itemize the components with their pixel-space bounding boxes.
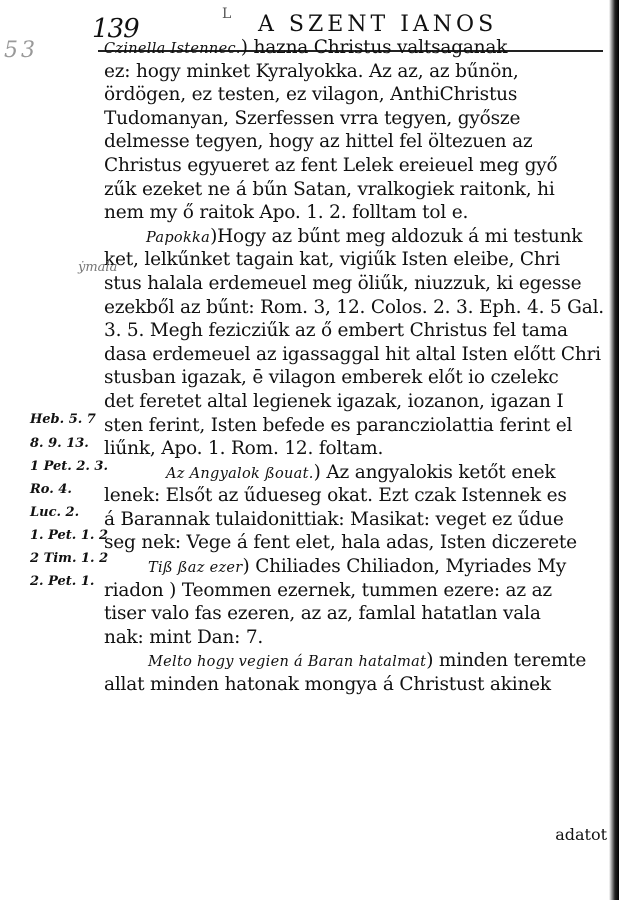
line-text: ) Az angyalokis ketőt enek (313, 461, 556, 483)
margin-reference: 2 Tim. 1. 2 (30, 551, 109, 566)
margin-reference: 8. 9. 13. (30, 436, 89, 451)
text-line (104, 555, 609, 579)
line-text: stus halala erdemeuel meg öliűk, niuzzuk, ki egesse (104, 272, 582, 294)
folio-sketch-mark: 53 (4, 38, 38, 63)
corner-mark: L (222, 6, 232, 22)
line-text: tiser valo fas ezeren, az az, famlal hatatlan vala (104, 603, 541, 625)
text-line (104, 83, 609, 107)
line-text: zűk ezeket ne á bűn Satan, vralkogiek raitonk, hi (104, 178, 555, 200)
line-text: riadon ) Teommen ezernek, tummen ezere: az az (104, 579, 552, 601)
margin-reference: Luc. 2. (30, 505, 80, 520)
lemma: Tiß ßaz ezer (148, 560, 243, 577)
page-edge-shadow (609, 0, 619, 900)
text-line (104, 579, 609, 603)
text-line (104, 343, 609, 367)
text-line (104, 649, 609, 673)
text-line (104, 154, 609, 178)
text-line (104, 366, 609, 390)
margin-reference: 1. Pet. 1. 2 (30, 528, 108, 543)
text-line (104, 201, 609, 225)
line-text: sten ferint, Isten befede es parancziolattia ferint el (104, 414, 573, 436)
line-text: ket, lelkűnket tagain kat, vigiűk Isten eleibe, Chri (104, 249, 560, 271)
line-text: nem my ő raitok Apo. 1. 2. folltam tol e. (104, 202, 469, 224)
line-text: ez: hogy minket Kyralyokka. Az az, az bűnön, (104, 60, 519, 82)
text-line (104, 130, 609, 154)
line-text: á Barannak tulaidonittiak: Masikat: veget ez űdue (104, 508, 564, 530)
line-text: Christus egyueret az fent Lelek ereieuel meg győ (104, 154, 558, 176)
line-text: )Hogy az bűnt meg aldozuk á mi testunk (210, 225, 583, 247)
text-line (104, 107, 609, 131)
lemma: Papokka (146, 229, 211, 246)
margin-reference: Ro. 4. (30, 482, 72, 497)
running-title: A SZENT IANOS (258, 12, 498, 37)
line-text: stusban igazak, ē vilagon emberek előt io czelekc (104, 367, 559, 389)
text-line (104, 508, 609, 532)
line-text: nak: mint Dan: 7. (104, 626, 264, 648)
line-text: ezekből az bűnt: Rom. 3, 12. Colos. 2. 3. Eph. 4. 5 Gal. (104, 296, 604, 318)
text-line (104, 296, 609, 320)
text-line (104, 319, 609, 343)
line-text: ) minden teremte (426, 650, 587, 672)
line-text: seg nek: Vege á fent elet, hala adas, Isten diczerete (104, 532, 577, 554)
line-text: 3. 5. Megh fezicziűk az ő embert Christus fel tama (104, 320, 568, 342)
text-line (104, 272, 609, 296)
margin-reference: 1 Pet. 2. 3. (30, 459, 108, 474)
line-text: Tudomanyan, Szerfessen vrra tegyen, győsze (104, 107, 521, 129)
text-line (104, 225, 609, 249)
line-text: lenek: Elsőt az űdueseg okat. Ezt czak Istennek es (104, 485, 567, 507)
line-text: dasa erdemeuel az igassaggal hit altal Isten előtt Chri (104, 343, 601, 365)
lemma: Az Angyalok ßouat. (166, 465, 314, 482)
text-line (104, 248, 609, 272)
text-line (104, 437, 609, 461)
folio-number: 139 (92, 14, 139, 44)
lemma: Czinella Istennec. (104, 41, 241, 57)
line-text: allat minden hatonak mongya á Christust akinek (104, 674, 551, 696)
text-line (104, 178, 609, 202)
catchword: adatot (555, 825, 607, 844)
margin-reference: Heb. 5. 7 (30, 412, 96, 427)
margin-reference: 2. Pet. 1. (30, 574, 95, 589)
text-line (104, 414, 609, 438)
line-text: ) hazna Christus valtsaganak (240, 37, 508, 58)
text-line (104, 36, 609, 60)
text-line (104, 673, 609, 697)
text-line (104, 461, 609, 485)
line-text: ) Chiliades Chiliadon, Myriades My (242, 556, 567, 578)
line-text: delmesse tegyen, hogy az hittel fel öltezuen az (104, 131, 533, 153)
line-text: liűnk, Apo. 1. Rom. 12. foltam. (104, 438, 384, 460)
main-text-block (104, 36, 609, 697)
text-line (104, 60, 609, 84)
text-line (104, 602, 609, 626)
text-line (104, 531, 609, 555)
text-line (104, 484, 609, 508)
line-text: det feretet altal legienek igazak, iozanon, igazan I (104, 390, 564, 412)
text-line (104, 626, 609, 650)
text-line (104, 390, 609, 414)
lemma: Melto hogy vegien á Baran hatalmat (148, 654, 427, 671)
margin-sketch-note: ẏmala (78, 260, 118, 275)
line-text: ördögen, ez testen, ez vilagon, AnthiChristus (104, 84, 518, 106)
